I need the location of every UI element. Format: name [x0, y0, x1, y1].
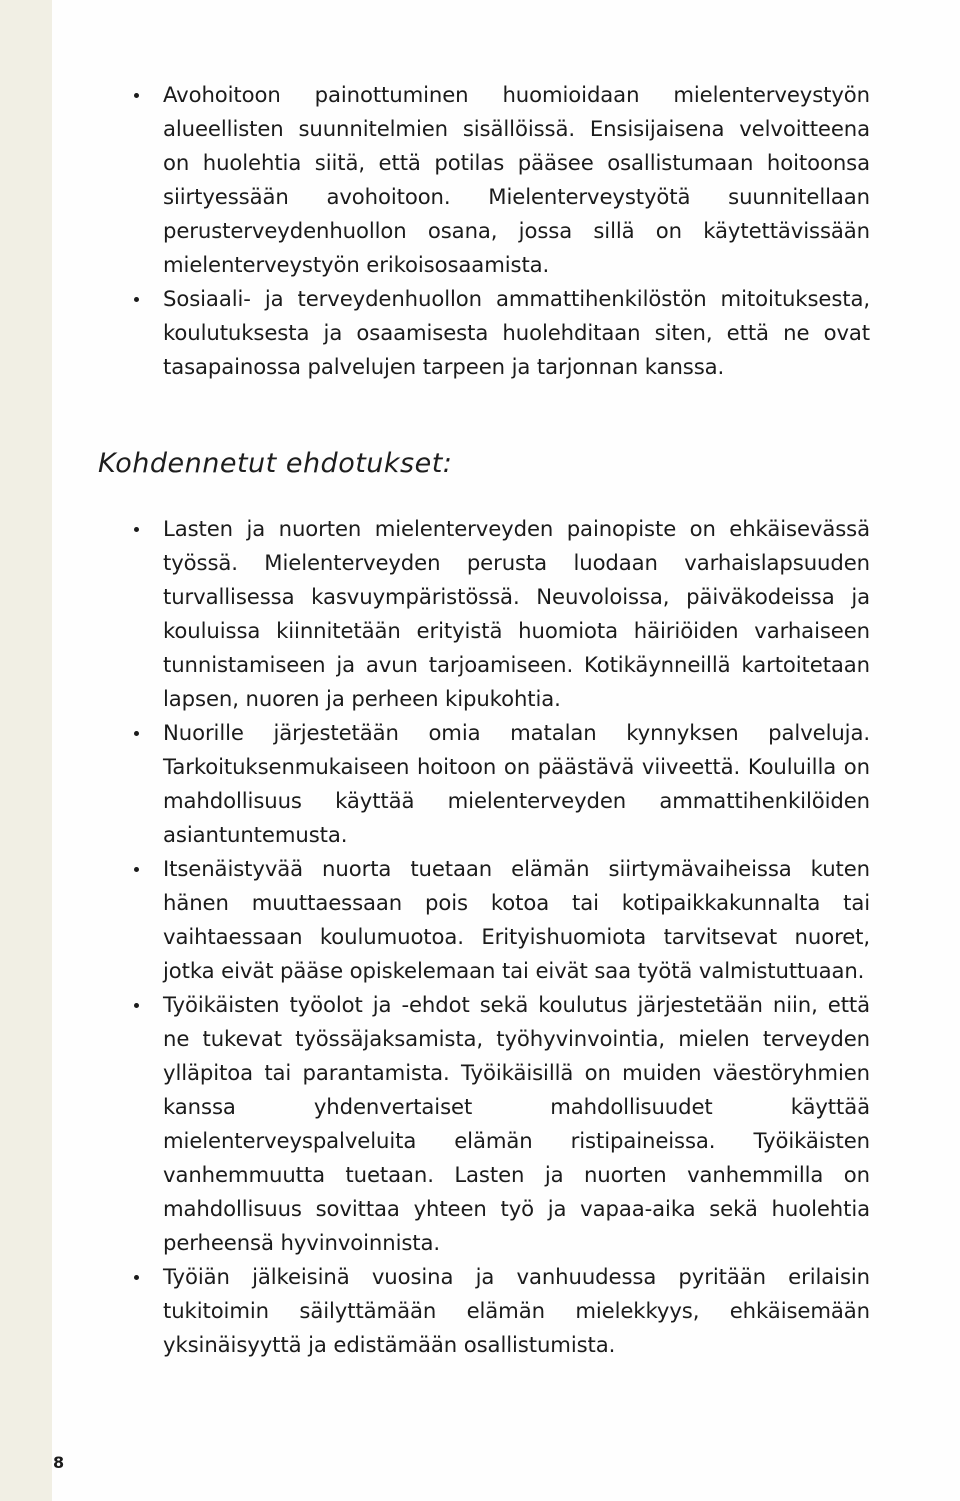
list-item: Työikäisten työolot ja -ehdot sekä koulutus järjestetään niin, että ne tukevat työssäjaksamista, työhyvinvointia, mielen terveyden ylläpitoa tai parantamista. Työikäisillä on muiden väestöryhmien kanssa yhdenvertaiset mahdollisuudet käyttää mielenterveyspalveluita elämän ristipaineissa. Työikäisten vanhemmuutta tuetaan. Lasten ja nuorten vanhemmilla on mahdollisuus sovittaa yhteen työ ja vapaa-aika sekä huolehtia perheensä hyvinvoinnista. — [110, 988, 870, 1260]
section-heading: Kohdennetut ehdotukset: — [98, 448, 453, 479]
page-number: 8 — [53, 1453, 65, 1472]
list-item: Lasten ja nuorten mielenterveyden painopiste on ehkäisevässä työssä. Mielenterveyden perusta luodaan varhaislapsuuden turvallisessa kasvuympäristössä. Neuvoloissa, päiväkodeissa ja kouluissa kiinnitetään erityistä huomiota häiriöiden varhaiseen tunnistamiseen ja avun tarjoamiseen. Kotikäynneillä kartoitetaan lapsen, nuoren ja perheen kipukohtia. — [110, 512, 870, 716]
bullet-list-general — [110, 78, 870, 384]
list-item: Avohoitoon painottuminen huomioidaan mielenterveystyön alueellisten suunnitelmien sisällöissä. Ensisijaisena velvoitteena on huolehtia siitä, että potilas pääsee osallistumaan hoitoonsa siirtyessään avohoitoon. Mielenterveystyötä suunnitellaan perusterveydenhuollon osana, jossa sillä on käytettävissään mielenterveystyön erikoisosaamista. — [110, 78, 870, 282]
bullet-list-targeted — [110, 512, 870, 1362]
list-item: Työiän jälkeisinä vuosina ja vanhuudessa pyritään erilaisin tukitoimin säilyttämään elämän mielekkyys, ehkäisemään yksinäisyyttä ja edistämään osallistumista. — [110, 1260, 870, 1362]
list-item: Sosiaali- ja terveydenhuollon ammattihenkilöstön mitoituksesta, koulutuksesta ja osaamisesta huolehditaan siten, että ne ovat tasapainossa palvelujen tarpeen ja tarjonnan kanssa. — [110, 282, 870, 384]
list-item: Nuorille järjestetään omia matalan kynnyksen palveluja. Tarkoituksenmukaiseen hoitoon on päästävä viiveettä. Kouluilla on mahdollisuus käyttää mielenterveyden ammattihenkilöiden asiantuntemusta. — [110, 716, 870, 852]
page-margin — [0, 0, 52, 1501]
list-item: Itsenäistyvää nuorta tuetaan elämän siirtymävaiheissa kuten hänen muuttaessaan pois kotoa tai kotipaikkakunnalta tai vaihtaessaan koulumuotoa. Erityishuomiota tarvitsevat nuoret, jotka eivät pääse opiskelemaan tai eivät saa työtä valmistuttuaan. — [110, 852, 870, 988]
